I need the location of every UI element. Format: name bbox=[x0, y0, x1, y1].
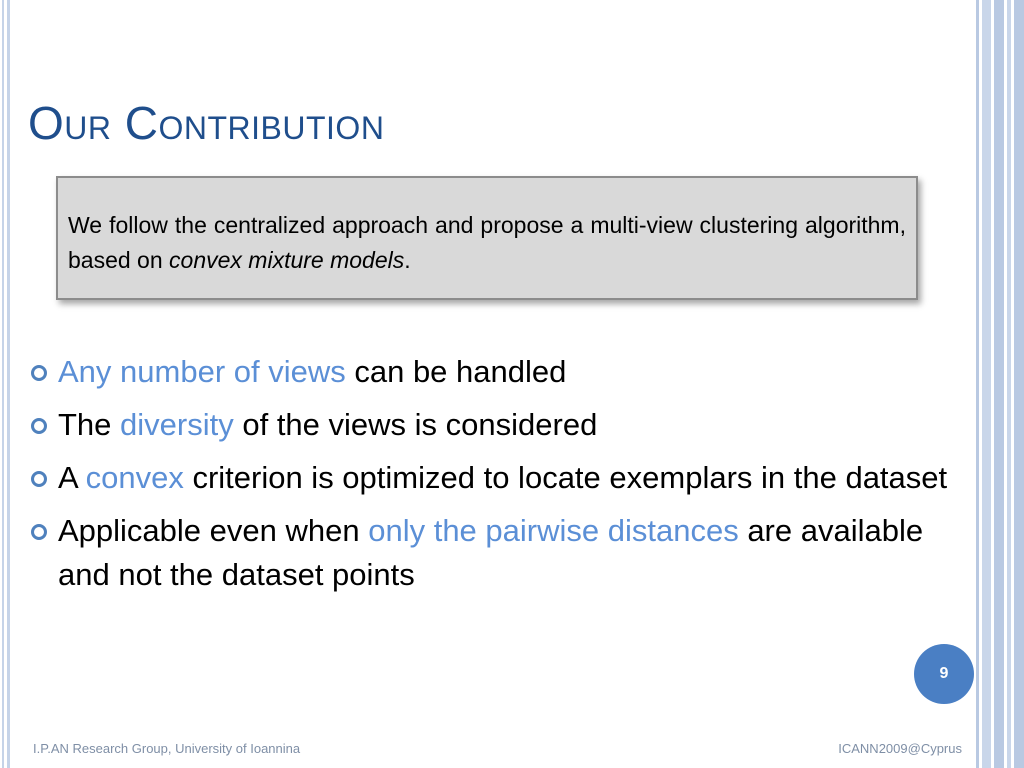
summary-callout-box bbox=[56, 176, 918, 300]
bullet-item bbox=[28, 456, 948, 500]
page-number-badge: 9 bbox=[914, 644, 974, 704]
callout-text-main: We follow the centralized approach and propose a multi-view clustering algorithm, based on bbox=[68, 212, 906, 273]
ring-bullet-icon bbox=[31, 471, 47, 487]
bullet-item bbox=[28, 403, 948, 447]
bullet-post: of the views is considered bbox=[233, 407, 598, 442]
callout-text-end: . bbox=[404, 247, 411, 273]
footer-affiliation: I.P.AN Research Group, University of Ioannina bbox=[33, 741, 301, 756]
ring-bullet-icon bbox=[31, 418, 47, 434]
contribution-bullet-list bbox=[28, 350, 948, 606]
bullet-post: are available and not the dataset points bbox=[58, 513, 924, 592]
right-stripe-decoration bbox=[976, 0, 1024, 768]
bullet-highlight: Any number of views bbox=[58, 354, 346, 389]
bullet-item bbox=[28, 350, 948, 394]
bullet-pre: The bbox=[58, 407, 121, 442]
bullet-post: criterion is optimized to locate exemplars in the dataset bbox=[183, 460, 948, 495]
ring-bullet-icon bbox=[31, 365, 47, 381]
bullet-item bbox=[28, 509, 948, 597]
footer-conference: ICANN2009@Cyprus bbox=[838, 741, 962, 756]
ring-bullet-icon bbox=[31, 524, 47, 540]
bullet-highlight: diversity bbox=[120, 407, 234, 442]
bullet-highlight: only the pairwise distances bbox=[368, 513, 739, 548]
slide-title: Our Contribution bbox=[28, 97, 385, 149]
bullet-highlight: convex bbox=[85, 460, 184, 495]
bullet-pre: A bbox=[58, 460, 86, 495]
left-border-decoration bbox=[0, 0, 12, 768]
bullet-post: can be handled bbox=[345, 354, 567, 389]
callout-text bbox=[68, 208, 906, 278]
bullet-pre: Applicable even when bbox=[58, 513, 369, 548]
callout-text-italic: convex mixture models bbox=[169, 247, 405, 273]
